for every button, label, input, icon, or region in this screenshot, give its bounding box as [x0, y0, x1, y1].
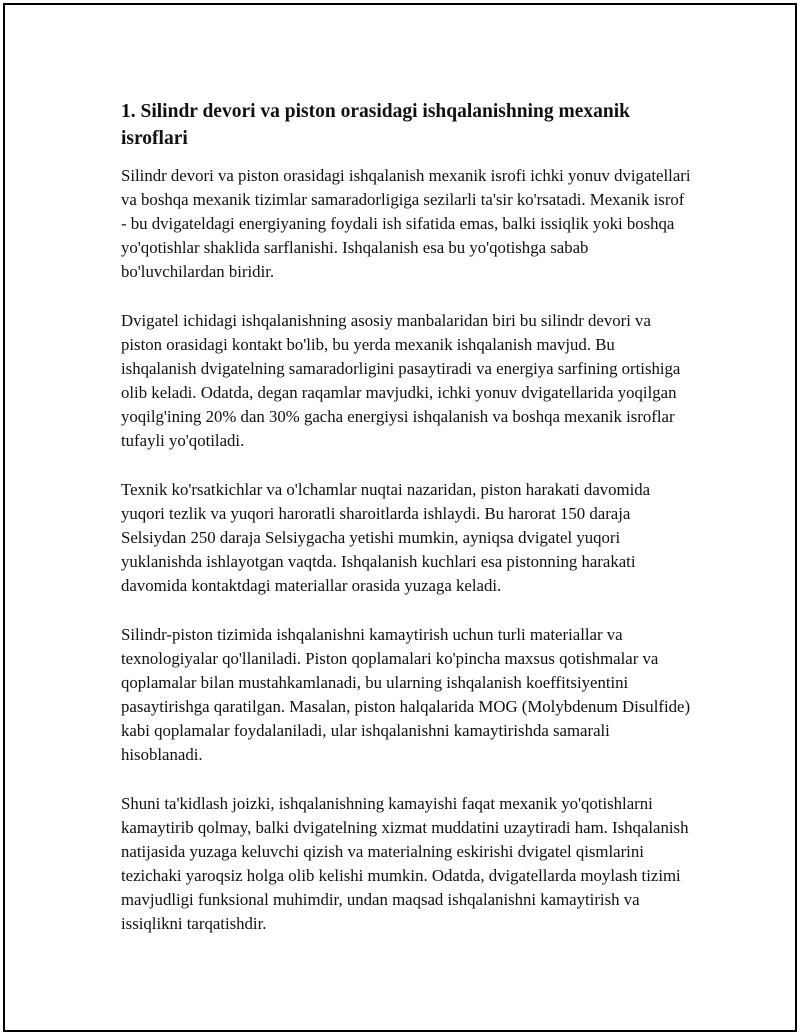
paragraph-5: Shuni ta'kidlash joizki, ishqalanishning kamayishi faqat mexanik yo'qotishlarni kamaytirib qolmay, balki dvigatelning xizmat muddatini uzaytiradi ham. Ishqalanish natijasida yuzaga keluvchi qizish va materialning eskirishi dvigatel qismlarini tezichaki yaroqsiz holga olib kelishi mumkin. Odatda, dvigatellarda moylash tizimi mavjudligi funksional muhimdir, undan maqsad ishqalanishni kamaytirish va issiqlikni tarqatishdir.	[121, 794, 689, 933]
paragraph-3: Texnik ko'rsatkichlar va o'lchamlar nuqtai nazaridan, piston harakati davomida yuqori tezlik va yuqori haroratli sharoitlarda ishlaydi. Bu harorat 150 daraja Selsiydan 250 daraja Selsiygacha yetishi mumkin, ayniqsa dvigatel yuqori yuklanishda ishlayotgan vaqtda. Ishqalanish kuchlari esa pistonning harakati davomida kontaktdagi materiallar orasida yuzaga keladi.	[121, 480, 651, 595]
section-heading: 1. Silindr devori va piston orasidagi ishqalanishning mexanik isroflari	[121, 101, 630, 149]
paragraph-1: Silindr devori va piston orasidagi ishqalanish mexanik isrofi ichki yonuv dvigatellari va boshqa mexanik tizimlar samaradorligiga sezilarli ta'sir ko'rsatadi. Mexanik isrof - bu dvigateldagi energiyaning foydali ish sifatida emas, balki issiqlik yoki boshqa yo'qotishlar shaklida sarflanishi. Ishqalanish esa bu yo'qotishga sabab bo'luvchilardan biridir.	[121, 166, 691, 281]
document-content	[121, 98, 691, 961]
paragraph-2: Dvigatel ichidagi ishqalanishning asosiy manbalaridan biri bu silindr devori va piston orasidagi kontakt bo'lib, bu yerda mexanik ishqalanish mavjud. Bu ishqalanish dvigatelning samaradorligini pasaytiradi va energiya sarfining ortishiga olib keladi. Odatda, degan raqamlar mavjudki, ichki yonuv dvigatellarida yoqilgan yoqilg'ining 20% dan 30% gacha energiysi ishqalanish va boshqa mexanik isroflar tufayli yo'qotiladi.	[121, 311, 681, 450]
paragraph-4: Silindr-piston tizimida ishqalanishni kamaytirish uchun turli materiallar va texnologiyalar qo'llaniladi. Piston qoplamalari ko'pincha maxsus qotishmalar va qoplamalar bilan mustahkamlanadi, bu ularning ishqalanish koeffitsiyentini pasaytirishga qaratilgan. Masalan, piston halqalarida MOG (Molybdenum Disulfide) kabi qoplamalar foydalaniladi, ular ishqalanishni kamaytirishda samarali hisoblanadi.	[121, 625, 691, 764]
document-page	[3, 3, 797, 1032]
